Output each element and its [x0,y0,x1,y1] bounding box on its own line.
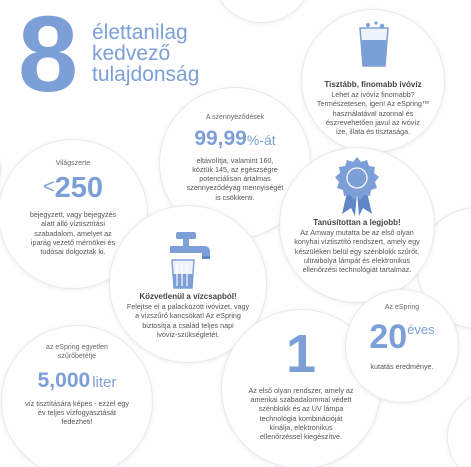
panel-first-big: 1 [285,324,317,384]
decor-circle-top [212,0,312,22]
panel-first-line-2: amerikai szabadalommal védett [250,395,352,405]
panel-certified-line-3: készüléken belül egy szénblokk szűrőt, [294,246,420,256]
panel-liters-text [10,344,144,426]
panel-first-line-4: technológia kombinációját [259,413,343,423]
header-title-line-1: élettanilag [92,21,188,44]
decor-circle-right-bottom [448,392,471,467]
panel-contaminants-intro: A szennyeződések [205,114,265,121]
panel-purity-line-5: íze, illata és tisztasága. [335,127,411,137]
panel-worldwide-big: 250 [54,171,104,204]
panel-worldwide-figure [8,170,138,207]
panel-worldwide-intro: Világszerte [55,160,91,167]
header-title-line-2: kedvező [92,42,171,65]
panel-faucet-title: Közvetlenül a vízcsapból! [139,292,237,301]
panel-worldwide-line-5: tudósai dolgoztak ki. [40,246,106,256]
panel-worldwide-line-3: szabadalom, amelyet az [34,228,112,238]
panel-worldwide-line-1: bejegyzett, vagy bejegyzés [29,210,117,220]
panel-worldwide-text [8,160,138,256]
panel-liters-line-2: év teljes vízfogyasztását [38,408,116,417]
panel-years-figure [350,316,454,360]
panel-liters-intro-2: szűrőbetétje [57,352,97,360]
panel-certified-line-4: ultraibolya lámpát és elektronikus [303,255,411,265]
panel-contaminants-figure [166,126,304,153]
panel-first-line-5: kínálja, elektronikus [269,422,333,432]
panel-years-text [350,304,454,372]
panel-liters-big: 5,000 [37,368,91,392]
panel-liters-intro-1: az eSpring egyetlen [46,344,108,351]
panel-contaminants-line-3: potenciálisan ártalmas [199,174,271,184]
panel-faucet-line-1: Felejtse el a palackozott ivóvizet, vagy [126,302,250,312]
panel-worldwide-line-2: alatt álló víztisztítási [41,219,105,229]
panel-purity-line-2: Természetesen, igen! Az eSpring™ [316,99,430,109]
panel-worldwide-sign: < [42,175,55,198]
panel-certified-line-2: konyhai víztisztító rendszert, amely egy [294,237,420,247]
panel-liters-line-3: fedezheti! [61,417,93,427]
award-rosette-icon [334,156,380,216]
panel-contaminants-line-1: eltávolítja, valamint 160, [196,155,274,165]
panel-first-line-1: Az első olyan rendszer, amely az [248,386,354,395]
panel-purity-line-1: Lehet az ivóvíz finomabb? [331,90,415,100]
panel-faucet-line-2: a vízszűrő kancsókat! Az eSpring [135,311,241,321]
panel-contaminants-line-2: köztük 145, az egészségre [192,165,278,175]
panel-contaminants-line-4: szennyeződéyag mennyiségét [186,183,284,193]
water-glass-icon [354,20,394,70]
panel-certified-text [284,218,430,274]
panel-liters-line-1: víz tisztítására képes - ezzel egy [25,398,129,408]
panel-years-unit: éves [407,321,435,337]
header-number: 8 [18,0,79,114]
panel-purity-text [306,80,440,136]
panel-liters-unit: liter [92,373,117,391]
panel-purity-line-3: használatával azonnal és [332,108,414,118]
panel-certified-line-1: Az Amway mutatta be az első olyan [300,228,414,238]
header-title [92,22,199,85]
panel-certified-line-5: ellenőrzési technológiát tartalmaz. [302,265,412,275]
panel-contaminants-suffix: %-át [246,131,276,148]
faucet-icon [164,230,214,290]
panel-worldwide-line-4: iparág vezető mérnökei és [30,237,116,247]
header-title-line-3: tulajdonság [92,63,200,86]
panel-faucet-line-4: ivóvíz-szükségletét. [156,329,220,339]
panel-contaminants-line-5: is csökkenti. [215,192,255,202]
panel-years-intro: Az eSpring [384,304,420,311]
panel-first-line-6: ellenőrzéssel kiegészítve. [260,432,342,442]
panel-purity-line-4: észrevehetően javul az ivóvíz [326,117,420,127]
panel-certified-title: Tanúsítottan a legjobb! [313,218,401,227]
panel-years-caption: kutatás eredménye. [370,362,434,372]
panel-liters-figure [10,368,144,395]
panel-first-line-3: szénblokk és az UV lámpa [258,404,344,414]
panel-contaminants-text [166,114,304,202]
panel-contaminants-big: 99,99 [194,126,247,150]
panel-faucet-line-3: biztosítja a család teljes napi [142,320,234,330]
panel-purity-title: Tisztább, finomabb ivóvíz [324,80,422,89]
panel-years-big: 20 [369,317,408,356]
